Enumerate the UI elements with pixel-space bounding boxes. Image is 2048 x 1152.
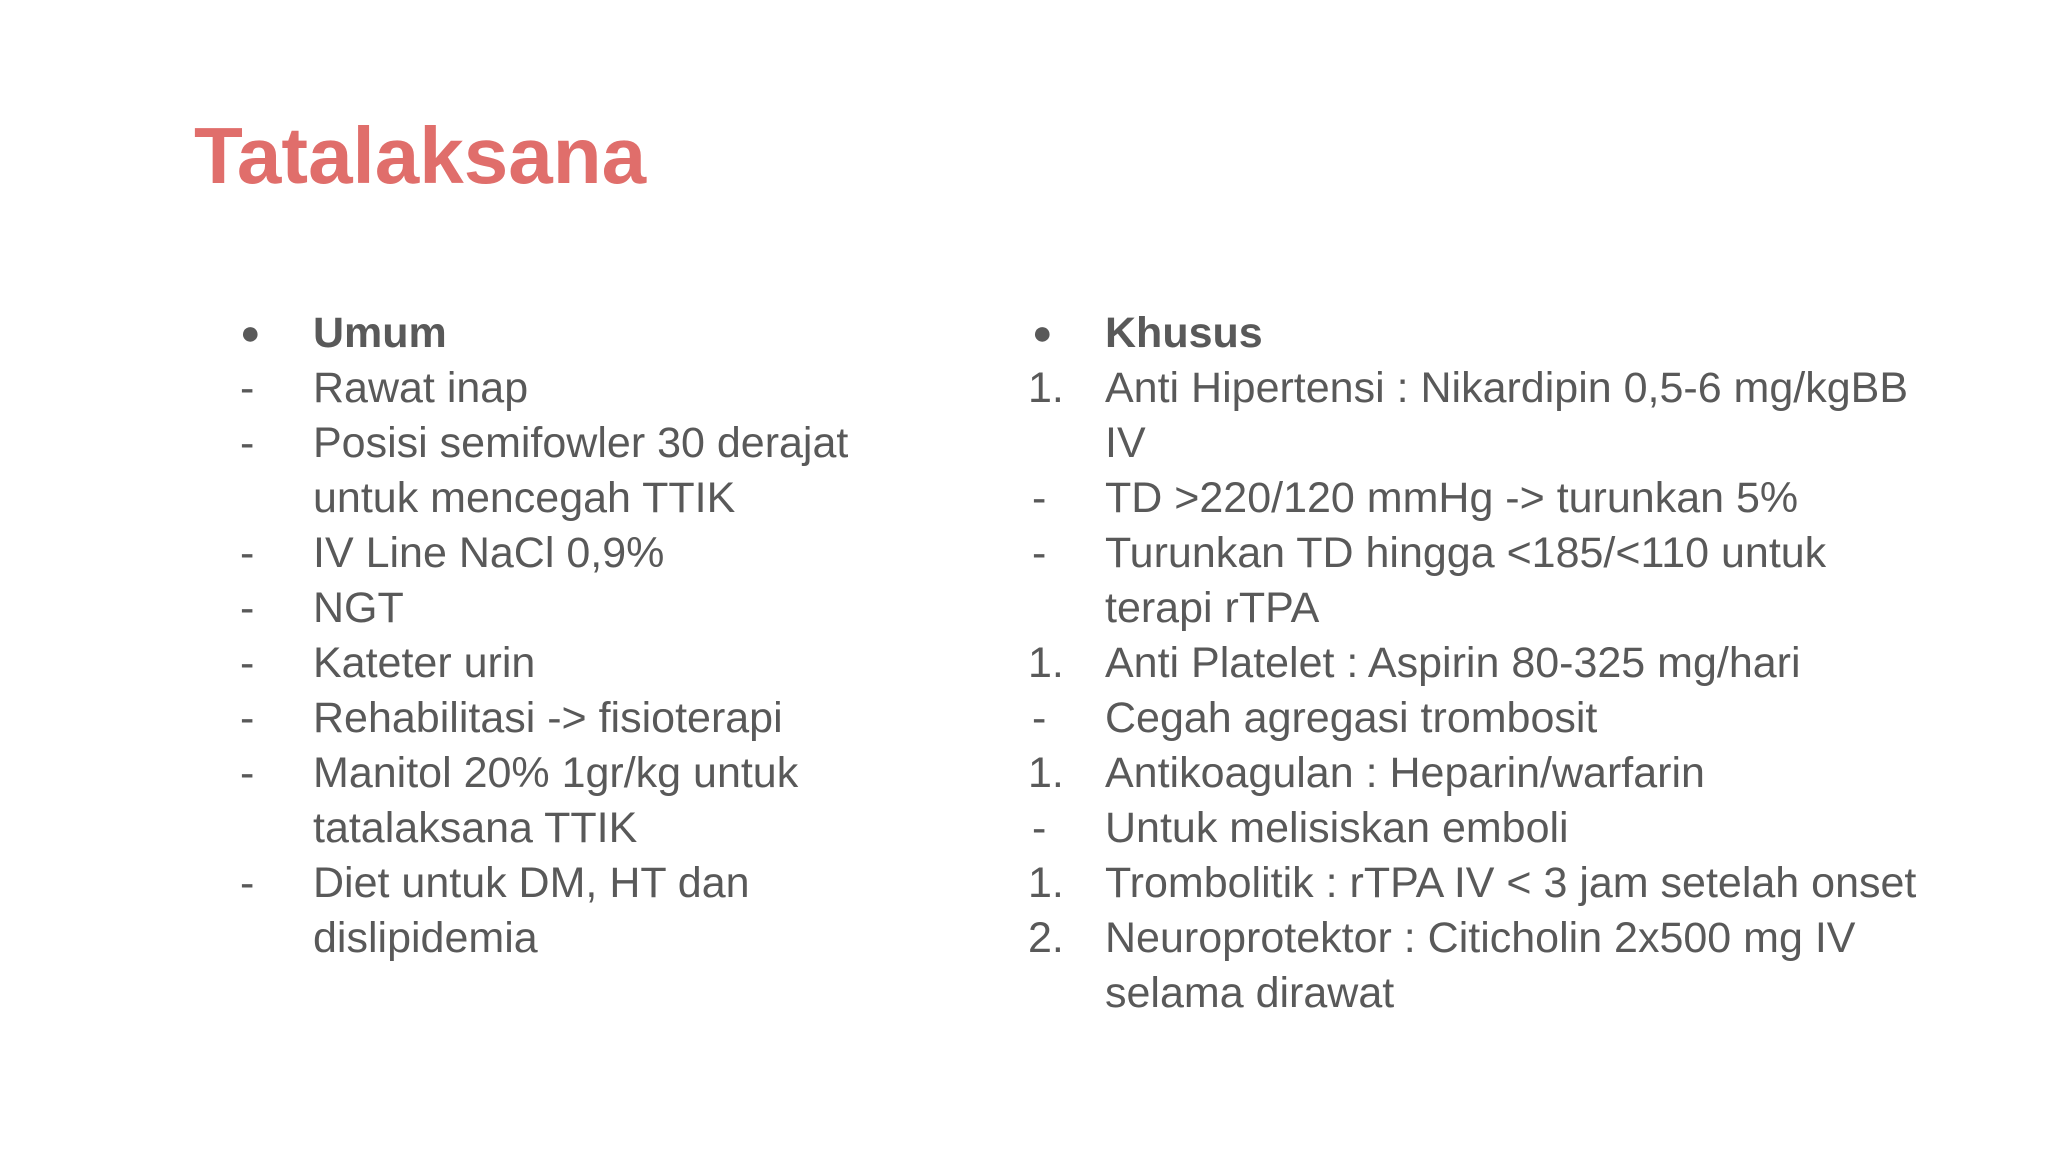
list-marker: - [1032, 804, 1047, 852]
list-item [1028, 691, 1928, 746]
list-heading-text: Khusus [1105, 309, 1263, 357]
list-marker: - [240, 749, 255, 797]
list-item-text: Turunkan TD hingga <185/<110 untuk terapi rTPA [1105, 529, 1827, 632]
list-marker: 1. [1028, 639, 1064, 687]
list-item-text: Kateter urin [313, 639, 536, 687]
list-item [236, 691, 956, 746]
list-item-text: Posisi semifowler 30 derajat untuk mencegah TTIK [313, 419, 849, 522]
list-marker: - [240, 364, 255, 412]
slide-title: Tatalaksana [194, 111, 647, 200]
list-item [1028, 471, 1928, 526]
list-item [236, 856, 956, 966]
list-item-text: Neuroprotektor : Citicholin 2x500 mg IV selama dirawat [1105, 914, 1856, 1017]
list-marker: - [240, 584, 255, 632]
right-column-specific [1028, 306, 1928, 1021]
list-marker: 1. [1028, 364, 1064, 412]
list-marker: 1. [1028, 749, 1064, 797]
list-item [1028, 801, 1928, 856]
list-marker: - [240, 419, 255, 467]
list-item-text: TD >220/120 mmHg -> turunkan 5% [1105, 474, 1799, 522]
list-marker: - [240, 694, 255, 742]
list-item [236, 581, 956, 636]
list-item [1028, 636, 1928, 691]
bullet-icon: ● [240, 314, 261, 352]
list-heading-umum [236, 306, 956, 361]
list-marker: - [1032, 474, 1047, 522]
list-marker: - [1032, 694, 1047, 742]
list-item [236, 526, 956, 581]
list-item-text: Antikoagulan : Heparin/warfarin [1105, 749, 1705, 797]
list-item [1028, 911, 1928, 1021]
list-item-text: Rehabilitasi -> fisioterapi [313, 694, 783, 742]
list-item-text: IV Line NaCl 0,9% [313, 529, 665, 577]
bullet-icon: ● [1032, 314, 1053, 352]
list-item-text: Manitol 20% 1gr/kg untuk tatalaksana TTIK [313, 749, 799, 852]
list-marker: - [240, 859, 255, 907]
list-item [1028, 526, 1928, 636]
list-item-text: Diet untuk DM, HT dan dislipidemia [313, 859, 750, 962]
list-item-text: Cegah agregasi trombosit [1105, 694, 1598, 742]
list-item-text: NGT [313, 584, 404, 632]
list-marker: - [240, 639, 255, 687]
list-item-text: Anti Hipertensi : Nikardipin 0,5-6 mg/kgBB IV [1105, 364, 1909, 467]
list-item [1028, 746, 1928, 801]
list-item-text: Rawat inap [313, 364, 529, 412]
list-item [1028, 361, 1928, 471]
list-item-text: Anti Platelet : Aspirin 80-325 mg/hari [1105, 639, 1801, 687]
list-marker: - [1032, 529, 1047, 577]
list-heading-khusus [1028, 306, 1928, 361]
list-marker: 2. [1028, 914, 1064, 962]
list-item-text: Untuk melisiskan emboli [1105, 804, 1569, 852]
list-marker: - [240, 529, 255, 577]
list-item [236, 361, 956, 416]
list-item [1028, 856, 1928, 911]
list-heading-text: Umum [313, 309, 447, 357]
list-item [236, 636, 956, 691]
left-column-general [236, 306, 956, 966]
list-item-text: Trombolitik : rTPA IV < 3 jam setelah onset [1105, 859, 1917, 907]
list-marker: 1. [1028, 859, 1064, 907]
list-item [236, 416, 956, 526]
list-item [236, 746, 956, 856]
